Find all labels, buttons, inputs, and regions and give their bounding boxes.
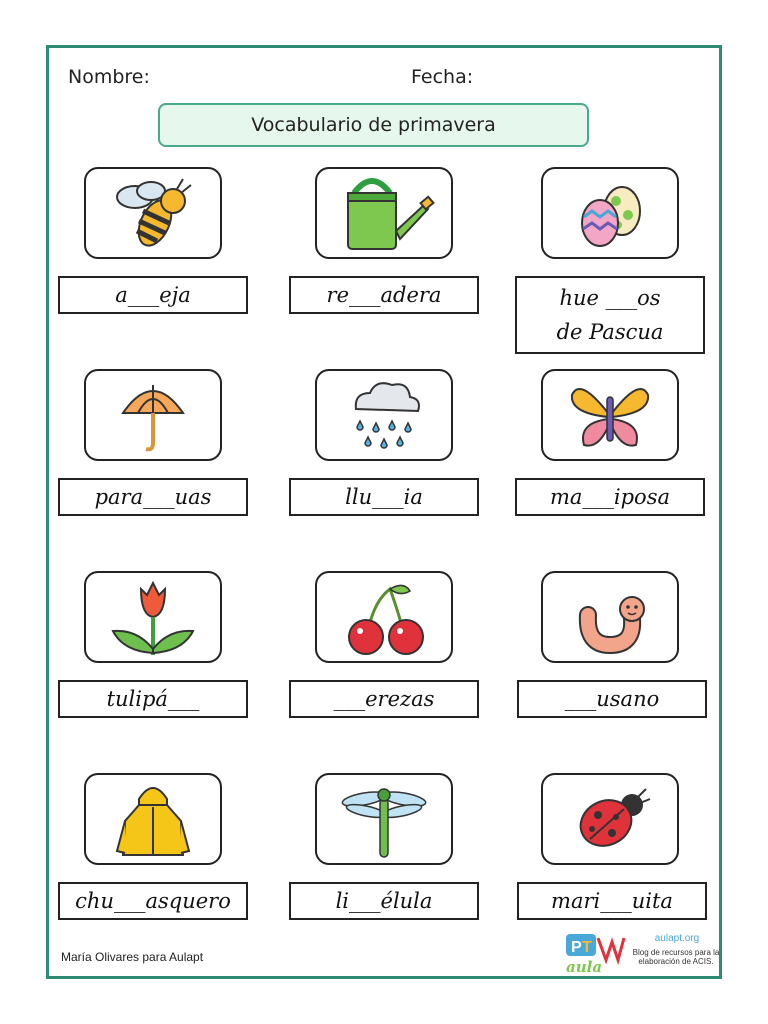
svg-text:P: P (571, 939, 582, 956)
svg-text:aula: aula (566, 958, 603, 976)
rain-cloud-icon (324, 373, 444, 457)
logo-tagline-2: elaboración de ACIS. (638, 957, 714, 966)
aulapt-logo (562, 930, 722, 976)
raincoat-icon (93, 777, 213, 861)
date-label: Fecha: (411, 66, 474, 88)
picture-card-umbrella (84, 369, 222, 461)
picture-card-tulip (84, 571, 222, 663)
word-raincoat[interactable]: chu___asquero (58, 882, 248, 920)
picture-card-bee (84, 167, 222, 259)
ladybug-icon (550, 777, 670, 861)
logo-tagline-1: Blog de recursos para la (632, 948, 720, 957)
word-cherries[interactable]: ___erezas (289, 680, 479, 718)
pt-aula-logo-icon (562, 930, 632, 976)
picture-card-rain (315, 369, 453, 461)
word-easter-eggs[interactable]: hue ___os de Pascua (515, 276, 705, 354)
word-rain[interactable]: llu___ia (289, 478, 479, 516)
picture-card-raincoat (84, 773, 222, 865)
tulip-icon (93, 575, 213, 659)
svg-text:T: T (582, 939, 592, 956)
word-ladybug[interactable]: mari___uita (517, 882, 707, 920)
worm-icon (550, 575, 670, 659)
word-bee[interactable]: a___eja (58, 276, 248, 314)
logo-site: aulapt.org (654, 933, 700, 944)
picture-card-butterfly (541, 369, 679, 461)
umbrella-icon (93, 373, 213, 457)
picture-card-easter-eggs (541, 167, 679, 259)
word-worm[interactable]: ___usano (517, 680, 707, 718)
word-watering-can[interactable]: re___adera (289, 276, 479, 314)
word-umbrella[interactable]: para___uas (58, 478, 248, 516)
word-butterfly[interactable]: ma___iposa (515, 478, 705, 516)
name-label: Nombre: (68, 66, 150, 88)
cherries-icon (324, 575, 444, 659)
word-tulip[interactable]: tulipá___ (58, 680, 248, 718)
picture-card-watering-can (315, 167, 453, 259)
picture-card-worm (541, 571, 679, 663)
watering-can-icon (324, 171, 444, 255)
worksheet-title: Vocabulario de primavera (158, 103, 589, 147)
picture-card-dragonfly (315, 773, 453, 865)
author-credit: María Olivares para Aulapt (61, 950, 204, 964)
butterfly-icon (550, 373, 670, 457)
dragonfly-icon (324, 777, 444, 861)
word-dragonfly[interactable]: li___élula (289, 882, 479, 920)
bee-icon (93, 171, 213, 255)
picture-card-ladybug (541, 773, 679, 865)
picture-card-cherries (315, 571, 453, 663)
easter-eggs-icon (550, 171, 670, 255)
